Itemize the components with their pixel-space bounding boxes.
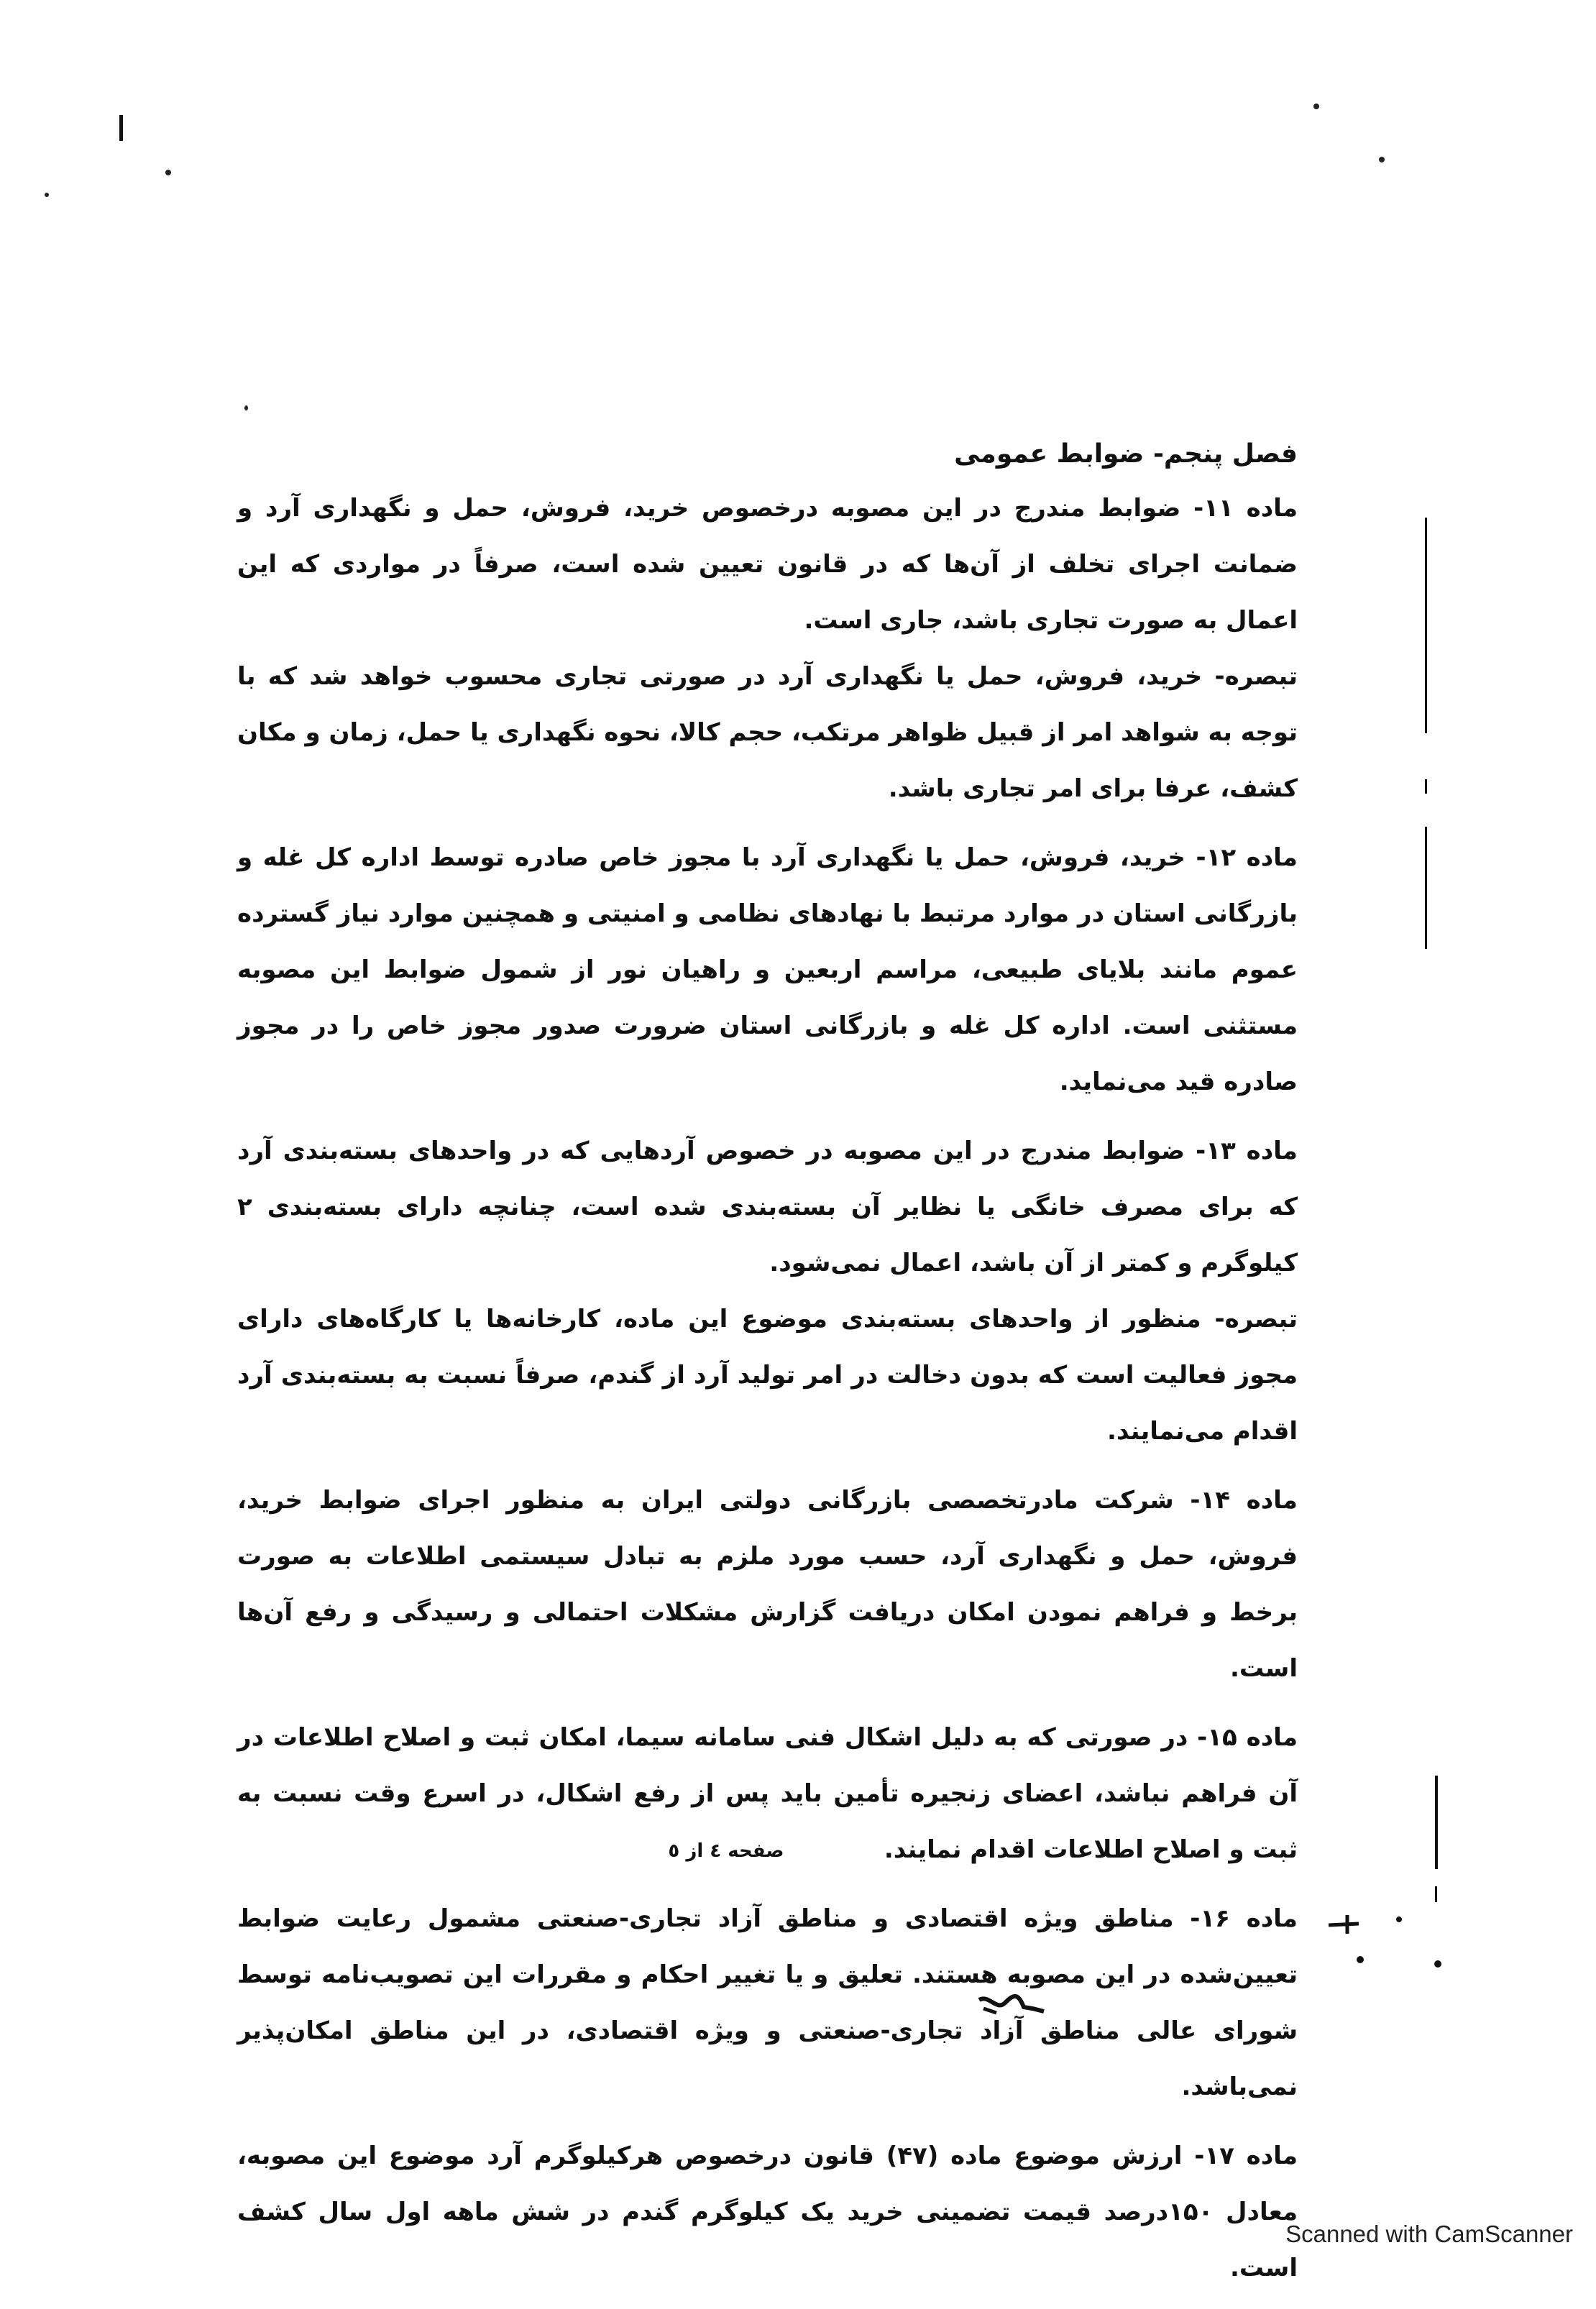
article-text: ماده ۱۲- خرید، فروش، حمل یا نگهداری آرد با مجوز خاص صادره توسط اداره کل غله و بازرگانی استان در موارد مرتبط با نهادهای نظامی و امنیتی و همچنین موارد نیاز گسترده عموم مانند بلایای طبیعی، مراسم اربعین و راهیان نور از شمول ضوابط این مصوبه مستثنی است. اداره کل غله و بازرگانی استان ضرورت صدور مجوز خاص را در مجوز صادره قید می‌نماید. [237, 843, 1298, 1096]
margin-line [1425, 518, 1427, 733]
note-text: تبصره- خرید، فروش، حمل یا نگهداری آرد در صورتی تجاری محسوب خواهد شد که با توجه به شواهد امر از قبیل ظواهر مرتکب، حجم کالا، نحوه نگهداری یا حمل، زمان و مکان کشف، عرفا برای امر تجاری باشد. [237, 662, 1298, 803]
article-12 [237, 830, 1298, 1110]
article-14 [237, 1472, 1298, 1697]
margin-line [1435, 1776, 1438, 1869]
article-13 [237, 1123, 1298, 1459]
section-heading: فصل پنجم- ضوابط عمومی [954, 439, 1298, 469]
page-number: صفحه ٤ از ٥ [668, 1840, 784, 1862]
article-text: ماده ۱۱- ضوابط مندرج در این مصوبه درخصوص خرید، فروش، حمل و نگهداری آرد و ضمانت اجرای تخلف از آن‌ها که در قانون تعیین شده است، صرفاً در مواردی که این اعمال به صورت تجاری باشد، جاری است. [237, 494, 1298, 635]
scan-dot [244, 405, 248, 410]
scan-mark [119, 115, 123, 141]
document-body [237, 431, 1298, 2309]
article-text: ماده ۱۶- مناطق ویژه اقتصادی و مناطق آزاد تجاری-صنعتی مشمول رعایت ضوابط تعیین‌شده در این مصوبه هستند. تعلیق و یا تغییر احکام و مقررات این تصویب‌نامه توسط شورای عالی مناطق آزاد تجاری-صنعتی و ویژه اقتصادی، در این مناطق امکان‌پذیر نمی‌باشد. [237, 1904, 1298, 2101]
margin-line [1425, 827, 1427, 949]
article-text: ماده ۱۳- ضوابط مندرج در این مصوبه در خصوص آردهایی که در واحدهای بسته‌بندی آرد که برای مصرف خانگی یا نظایر آن بسته‌بندی شده است، چنانچه دارای بسته‌بندی ۲ کیلوگرم و کمتر از آن باشد، اعمال نمی‌شود. [237, 1137, 1298, 1277]
scan-dot [1379, 157, 1385, 162]
note-text: تبصره- منظور از واحدهای بسته‌بندی موضوع این ماده، کارخانه‌ها یا کارگاه‌های دارای مجوز فعالیت است که بدون دخالت در امر تولید آرد از گندم، صرفاً نسبت به بسته‌بندی آرد اقدام می‌نمایند. [237, 1305, 1298, 1446]
article-text: ماده ۱۵- در صورتی که به دلیل اشکال فنی سامانه سیما، امکان ثبت و اصلاح اطلاعات در آن فراهم نباشد، اعضای زنجیره تأمین باید پس از رفع اشکال، در اسرع وقت نسبت به ثبت و اصلاح اطلاعات اقدام نمایند. [237, 1723, 1298, 1864]
article-16 [237, 1891, 1298, 2115]
article-11 [237, 480, 1298, 817]
scan-dot [165, 170, 171, 175]
scanner-watermark: Scanned with CamScanner [1285, 2221, 1573, 2247]
article-17 [237, 2128, 1298, 2296]
scan-scribble [1323, 1905, 1452, 1984]
article-text: ماده ۱۴- شرکت مادرتخصصی بازرگانی دولتی ایران به منظور اجرای ضوابط خرید، فروش، حمل و نگهداری آرد، حسب مورد ملزم به تبادل سیستمی اطلاعات به صورت برخط و فراهم نمودن امکان دریافت گزارش مشکلات احتمالی و رسیدگی و رفع آن‌ها است. [237, 1486, 1298, 1683]
article-text: ماده ۱۷- ارزش موضوع ماده (۴۷) قانون درخصوص هرکیلوگرم آرد موضوع این مصوبه، معادل ۱۵۰درصد قیمت تضمینی خرید یک کیلوگرم گندم در شش ماهه اول سال کشف است. [237, 2142, 1298, 2282]
margin-line [1425, 779, 1427, 794]
margin-line [1435, 1886, 1437, 1902]
scan-dot [1313, 104, 1319, 109]
scan-dot [45, 193, 49, 197]
